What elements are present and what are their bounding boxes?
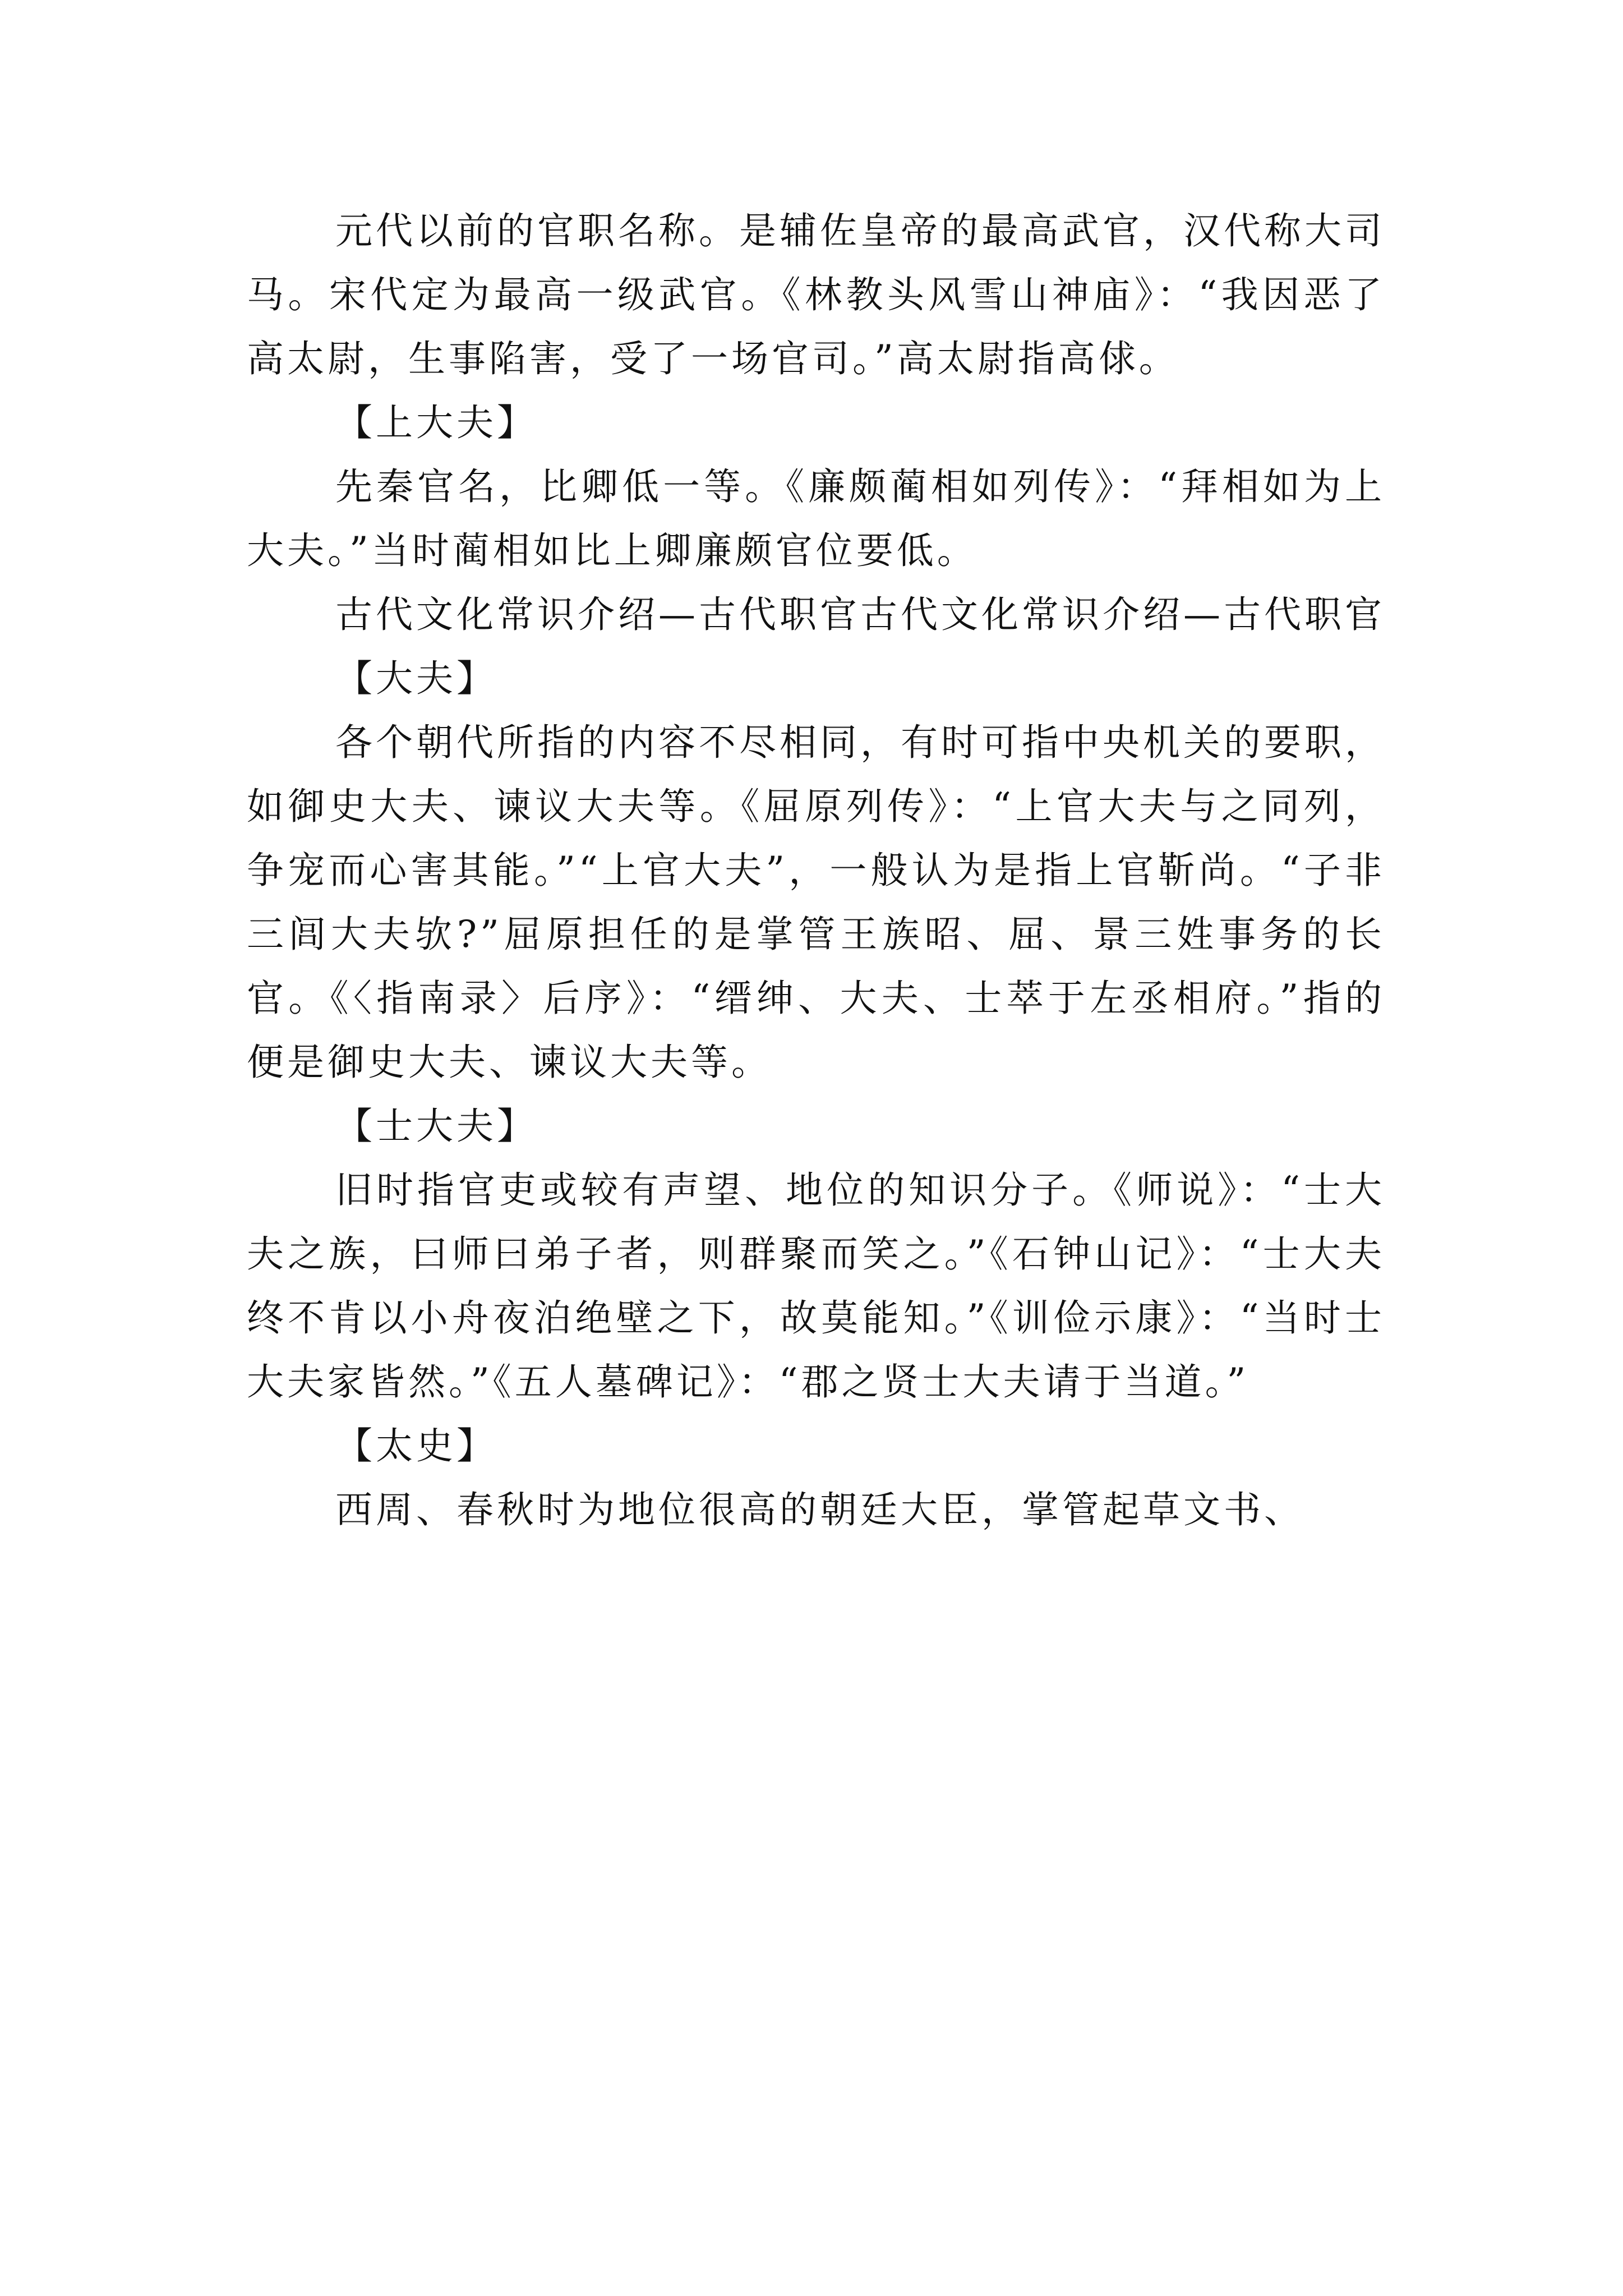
heading-taishi: 【太史】 <box>335 1424 497 1467</box>
paragraph-shi-dafu: 旧时指官吏或较有声望、地位的知识分子。《师说》：“士大夫之族，曰师曰弟子者，则群聚而笑之。”《石钟山记》：“士大夫终不肯以小舟夜泊绝壁之下，故莫能知。”《训俭示康》：“当时士大夫家皆然。”《五人墓碑记》：“郡之贤士大夫请于当道。” <box>247 1168 1385 1404</box>
paragraph-shang-dafu: 先秦官名，比卿低一等。《廉颇蔺相如列传》：“拜相如为上大夫。”当时蔺相如比上卿廉颇官位要低。 <box>247 465 1385 572</box>
paragraph-repeated-title: 古代文化常识介绍—古代职官古代文化常识介绍—古代职官 <box>335 593 1385 636</box>
heading-shang-dafu: 【上大夫】 <box>335 401 537 444</box>
heading-shi-dafu: 【士大夫】 <box>335 1105 537 1148</box>
document-body <box>247 199 1385 1542</box>
heading-dafu: 【大夫】 <box>335 657 497 700</box>
paragraph-taiwei: 元代以前的官职名称。是辅佐皇帝的最高武官，汉代称大司马。宋代定为最高一级武官。《林教头风雪山神庙》：“我因恶了高太尉，生事陷害，受了一场官司。”高太尉指高俅。 <box>247 209 1385 380</box>
paragraph-taishi: 西周、春秋时为地位很高的朝廷大臣，掌管起草文书、 <box>335 1488 1304 1531</box>
paragraph-dafu: 各个朝代所指的内容不尽相同，有时可指中央机关的要职，如御史大夫、谏议大夫等。《屈原列传》：“上官大夫与之同列，争宠而心害其能。”“上官大夫”，一般认为是指上官靳尚。“子非三闾大夫欤?”屈原担任的是掌管王族昭、屈、景三姓事务的长官。《〈指南录〉后序》：“缙绅、大夫、士萃于左丞相府。”指的便是御史大夫、谏议大夫等。 <box>247 721 1385 1084</box>
